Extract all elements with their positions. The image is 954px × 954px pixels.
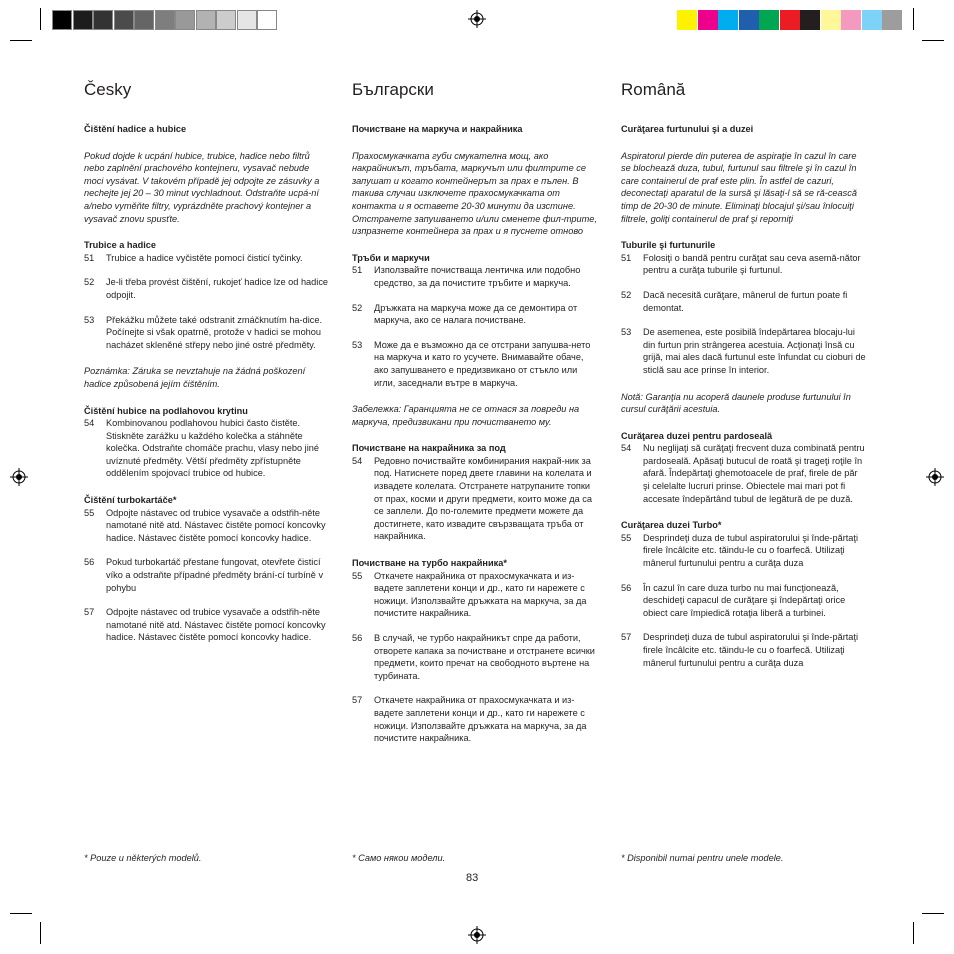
crop-mark bbox=[913, 8, 914, 30]
subsection-heading: Trubice a hadice bbox=[84, 240, 156, 251]
step-number: 51 bbox=[621, 252, 632, 263]
note-text: Notă: Garanţia nu acoperă daunele produse furtunului în cursul curăţării acestuia. bbox=[621, 391, 851, 415]
step-text: Откачете накрайника от прахосмукачката и из-вадете заплетени конци и др., като ги нарежете с ножици. Използвайте дръжката на маркуча, за да почистите накрайника. bbox=[374, 695, 587, 744]
step-text: Kombinovanou podlahovou hubici často čistěte. Stiskněte zarážku u každého kolečka a stáhněte kolečka. Odstraňte chomáče prachu, vlasy nebo jiné uvíznuté předměty. Větší předměty zpřístupněte oddělením spojovací trubice od hubice. bbox=[106, 418, 319, 479]
step-text: Odpojte nástavec od trubice vysavače a odstřih-něte namotané nitě atd. Nástavec čistěte pomocí koncovky hadice. Nástavec čistěte pomocí koncovky hadice. bbox=[106, 607, 326, 643]
subsection-heading: Curăţarea duzei Turbo* bbox=[621, 520, 722, 531]
note-text: Забележка: Гаранцията не се отнася за повреди на маркуча, предизвикани при почистването му. bbox=[352, 404, 580, 427]
language-heading: Български bbox=[352, 80, 434, 99]
language-heading: Română bbox=[621, 80, 686, 99]
step-number: 54 bbox=[84, 418, 95, 429]
step-text: Desprindeţi duza de tubul aspiratorului şi înde-părtaţi firele încâlcite etc. tăindu-le cu o foarfecă. Utilizaţi mânerul furtunului pentru a curăţa duza bbox=[643, 632, 859, 668]
subsection bbox=[84, 405, 329, 481]
spacer bbox=[84, 264, 329, 276]
subsection bbox=[352, 252, 597, 429]
footnote: * Disponibil numai pentru unele modele. bbox=[621, 853, 784, 863]
numbered-step bbox=[621, 289, 866, 314]
registration-mark-icon bbox=[10, 468, 28, 486]
color-swatch bbox=[821, 10, 841, 30]
step-number: 52 bbox=[352, 302, 363, 313]
section-body bbox=[352, 123, 597, 745]
gray-swatch bbox=[93, 10, 113, 30]
spacer bbox=[84, 594, 329, 606]
step-text: Може да е възможно да се отстрани запушва-нето на маркуча и като го усучете. Внимавайте обаче, ако запушването е предизвикано от стъкло или игли, заседнали вътре в маркуча. bbox=[374, 339, 591, 388]
gray-swatch bbox=[237, 10, 257, 30]
spacer bbox=[621, 314, 866, 326]
crop-mark bbox=[913, 922, 914, 944]
gray-swatch bbox=[134, 10, 154, 30]
intro-paragraph: Pokud dojde k ucpání hubice, trubice, hadice nebo filtrů nebo zaplnění prachového kontejneru, vysavač nebude moci vysávat. V takovém případě jej odpojte ze zásuvky a nechejte jej 20 – 30 minut vychladnout. Odstraňte ucpá-ní a/nebo vyměňte filtry, vyprázdněte prachový kontejner a vysavač znovu spusťte. bbox=[84, 150, 320, 224]
step-text: Nu neglijaţi să curăţaţi frecvent duza combinată pentru pardoseală. Apăsaţi butucul de roată şi trageţi roţile în afară. Îndepărtaţi ghemotoacele de praf, firele de păr şi celelalte lucruri prinse. Obiectele mai mari pot fi accesate îndepărtând tubul de legătură de pe duză. bbox=[643, 443, 865, 504]
step-number: 53 bbox=[352, 339, 363, 350]
step-text: Pokud turbokartáč přestane fungovat, otevřete čisticí víko a odstraňte případné předměty brání-cí turbíně v pohybu bbox=[106, 557, 324, 593]
step-number: 51 bbox=[84, 252, 95, 263]
section-title: Curăţarea furtunului şi a duzei bbox=[621, 124, 754, 134]
subsection-heading: Čištění turbokartáče* bbox=[84, 495, 177, 506]
registration-mark-icon bbox=[468, 10, 486, 28]
step-text: Překážku můžete také odstranit zmáčknutím ha-dice. Počínejte si však opatrně, protože v hadici se mohou nacházet skleněné střepy nebo jiné ostré předměty. bbox=[106, 314, 323, 350]
subsection bbox=[84, 494, 329, 644]
step-text: Trubice a hadice vyčistěte pomocí čisticí tyčinky. bbox=[106, 252, 303, 263]
numbered-step bbox=[84, 252, 329, 265]
step-number: 53 bbox=[84, 314, 95, 325]
numbered-step bbox=[84, 556, 329, 594]
numbered-step bbox=[84, 314, 329, 352]
color-swatch bbox=[718, 10, 738, 30]
gray-swatch bbox=[52, 10, 72, 30]
subsection-heading: Тръби и маркучи bbox=[352, 252, 430, 263]
section-body bbox=[621, 123, 866, 669]
step-text: În cazul în care duza turbo nu mai funcţionează, deschideţi capacul de curăţare şi îndepărtaţi orice obiect care împiedică rotaţia liberă a turbinei. bbox=[643, 582, 846, 618]
crop-mark bbox=[922, 40, 944, 41]
step-text: Desprindeţi duza de tubul aspiratorului şi înde-părtaţi firele încâlcite etc. tăindu-le cu o foarfecă. Utilizaţi mânerul furtunului pentru a curăţa duza bbox=[643, 532, 859, 569]
numbered-step bbox=[352, 455, 597, 543]
numbered-step bbox=[621, 442, 866, 505]
gray-swatch bbox=[257, 10, 277, 30]
crop-mark bbox=[10, 40, 32, 41]
color-swatch bbox=[739, 10, 759, 30]
step-number: 53 bbox=[621, 327, 632, 338]
gray-swatch bbox=[155, 10, 175, 30]
step-number: 57 bbox=[352, 695, 363, 706]
footnote: * Pouze u některých modelů. bbox=[84, 853, 202, 863]
color-swatch bbox=[677, 10, 697, 30]
numbered-step bbox=[84, 507, 329, 545]
subsection-heading: Почистване на турбо накрайника* bbox=[352, 558, 507, 569]
subsection-heading: Čištění hubice na podlahovou krytinu bbox=[84, 405, 248, 416]
intro-paragraph: Aspiratorul pierde din puterea de aspiraţie în cazul în care se blochează duza, tubul, furtunul sau filtrele şi în cazul în care containerul de praf este plin. În astfel de cazuri, deconectaţi aparatul de la sursă şi lăsaţi-l să se ră-cească timp de 20-30 de minute. Eliminaţi blocajul şi/sau înlocuiţi filtrele, goliţi containerul de praf şi reporniţi bbox=[621, 150, 857, 224]
spacer bbox=[84, 544, 329, 556]
gray-swatch bbox=[216, 10, 236, 30]
spacer bbox=[352, 290, 597, 302]
color-swatch bbox=[841, 10, 861, 30]
color-swatch bbox=[780, 10, 800, 30]
spacer bbox=[621, 619, 866, 631]
language-heading: Česky bbox=[84, 80, 132, 99]
step-number: 56 bbox=[621, 582, 632, 593]
numbered-step bbox=[352, 694, 597, 744]
subsection-heading: Почистване на накрайника за под bbox=[352, 443, 506, 454]
subsection-heading: Curăţarea duzei pentru pardoseală bbox=[621, 430, 773, 441]
numbered-step bbox=[352, 302, 597, 327]
spacer bbox=[352, 620, 597, 632]
page-number: 83 bbox=[466, 872, 479, 884]
section-title: Čištění hadice a hubice bbox=[84, 124, 187, 134]
note-text: Poznámka: Záruka se nevztahuje na žádná poškození hadice způsobená jejím čištěním. bbox=[84, 366, 306, 389]
step-text: Dacă necesită curăţare, mânerul de furtun poate fi demontat. bbox=[643, 289, 848, 313]
step-number: 56 bbox=[352, 633, 363, 643]
footnote: * Само някои модели. bbox=[352, 853, 446, 863]
gray-swatch bbox=[114, 10, 134, 30]
color-swatch bbox=[882, 10, 902, 30]
subsection bbox=[352, 442, 597, 543]
color-swatch bbox=[698, 10, 718, 30]
crop-mark bbox=[922, 913, 944, 914]
color-swatch bbox=[800, 10, 820, 30]
numbered-step bbox=[352, 264, 597, 289]
numbered-step bbox=[84, 606, 329, 644]
step-text: Folosiţi o bandă pentru curăţat sau ceva asemă-nător pentru a curăţa tuburile şi furtunul. bbox=[643, 252, 861, 276]
registration-mark-icon bbox=[926, 468, 944, 486]
numbered-step bbox=[621, 582, 866, 620]
numbered-step bbox=[621, 326, 866, 376]
step-number: 56 bbox=[84, 557, 95, 568]
section-title: Почистване на маркуча и накрайника bbox=[352, 124, 523, 134]
spacer bbox=[84, 302, 329, 314]
step-text: Дръжката на маркуча може да се демонтира от маркуча, ако се налага почистване. bbox=[374, 302, 578, 326]
crop-mark bbox=[10, 913, 32, 914]
section-body bbox=[84, 123, 329, 644]
subsection bbox=[621, 239, 866, 416]
subsection bbox=[84, 239, 329, 390]
step-text: De asemenea, este posibilă îndepărtarea blocaju-lui din furtun prin strângerea acestuia. Acţionaţi însă cu grijă, mai ales dacă furtunul este înfundat cu cioburi de sticlă sau ace prinse în interior. bbox=[643, 327, 866, 375]
step-text: Odpojte nástavec od trubice vysavače a odstřih-něte namotané nitě atd. Nástavec čistěte pomocí koncovky hadice. Nástavec čistěte pomocí koncovky hadice. bbox=[106, 507, 326, 543]
numbered-step bbox=[621, 631, 866, 669]
step-number: 54 bbox=[352, 455, 363, 466]
numbered-step bbox=[621, 252, 866, 277]
step-text: Редовно почиствайте комбинирания накрай-ник за под. Натиснете поред двете главини на колелата и извадете колелата. Отстранете натрупаните топки от прах, косми и други предмети, които може да са се заплели. До по-големите предмети можете да достигнете, като извадите свързващата тръба от накрайника. bbox=[374, 455, 592, 542]
crop-mark bbox=[40, 8, 41, 30]
gray-swatch bbox=[175, 10, 195, 30]
numbered-step bbox=[352, 570, 597, 620]
step-number: 52 bbox=[84, 277, 95, 288]
spacer bbox=[352, 682, 597, 694]
step-number: 57 bbox=[621, 632, 632, 643]
gray-swatch bbox=[196, 10, 216, 30]
spacer bbox=[621, 570, 866, 582]
step-number: 55 bbox=[352, 570, 363, 581]
step-number: 55 bbox=[621, 532, 632, 543]
gray-swatch bbox=[73, 10, 93, 30]
step-text: Използвайте почистваща лентичка или подобно средство, за да почистите тръбите и маркуча. bbox=[374, 265, 581, 288]
step-text: Откачете накрайника от прахосмукачката и из-вадете заплетени конци и др., като ги нарежете с ножици. Използвайте дръжката на маркуча, за да почистите накрайника. bbox=[374, 570, 587, 619]
intro-paragraph: Прахосмукачката губи смукателна мощ, ако накрайникът, тръбата, маркучът или филтрите се запушат и когато контейнерът за прах е пълен. В такива случаи изключете прахосмукачката от контакта и я оставете 20-30 минути да изстине. Отстранете запушването и/или сменете фил-трите, изпразнете контейнера за прах и я пуснете отново bbox=[352, 150, 597, 237]
step-text: В случай, че турбо накрайникът спре да работи, отворете капака за почистване и отстранете всички предмети, които пречат на свободното въртене на турбината. bbox=[374, 633, 595, 681]
subsection bbox=[621, 430, 866, 506]
numbered-step bbox=[84, 417, 329, 480]
step-number: 52 bbox=[621, 289, 632, 300]
spacer bbox=[352, 327, 597, 339]
subsection-heading: Tuburile şi furtunurile bbox=[621, 240, 716, 251]
subsection bbox=[352, 557, 597, 745]
numbered-step bbox=[352, 339, 597, 389]
color-swatch bbox=[759, 10, 779, 30]
step-number: 57 bbox=[84, 607, 95, 618]
step-text: Je-li třeba provést čištění, rukojeť hadice lze od hadice odpojit. bbox=[106, 277, 329, 300]
step-number: 54 bbox=[621, 443, 632, 454]
numbered-step bbox=[84, 276, 329, 301]
step-number: 55 bbox=[84, 507, 95, 518]
spacer bbox=[621, 277, 866, 289]
color-swatch bbox=[862, 10, 882, 30]
step-number: 51 bbox=[352, 265, 363, 276]
crop-mark bbox=[40, 922, 41, 944]
registration-mark-icon bbox=[468, 926, 486, 944]
subsection bbox=[621, 519, 866, 669]
numbered-step bbox=[352, 632, 597, 682]
numbered-step bbox=[621, 532, 866, 570]
